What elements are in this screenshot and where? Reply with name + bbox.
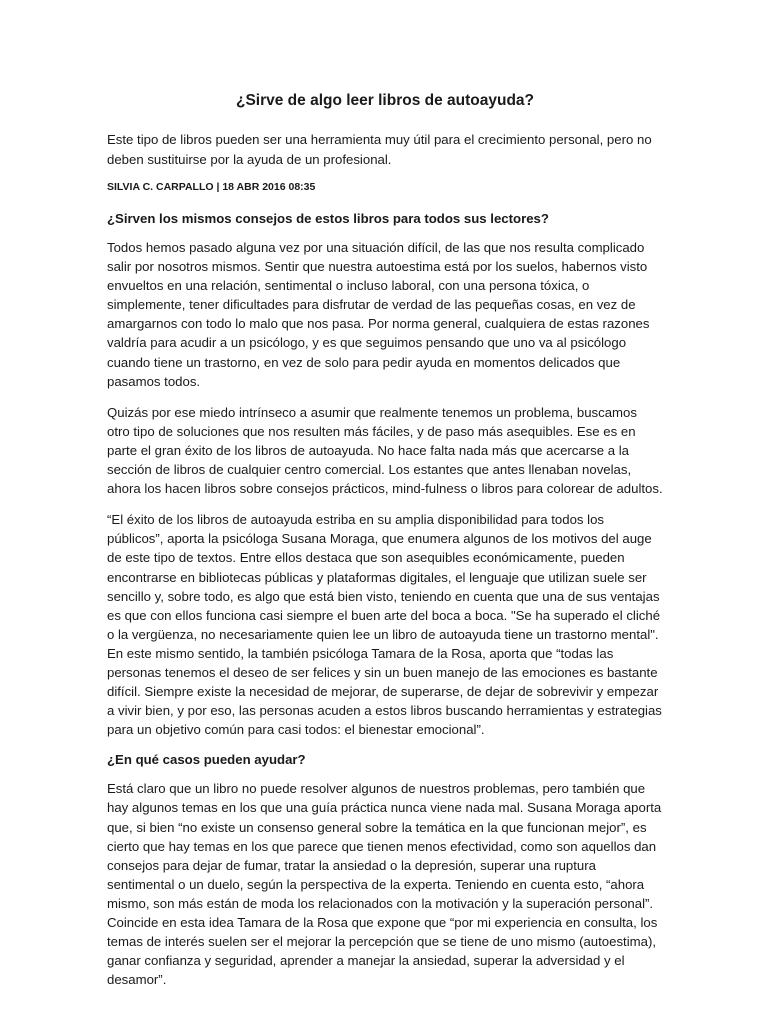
section-heading-2: ¿En qué casos pueden ayudar?: [107, 752, 306, 768]
paragraph: “El éxito de los libros de autoayuda estriba en su amplia disponibilidad para todos los públicos”, aporta la psicóloga Susana Moraga, que enumera algunos de los motivos del auge de este tipo de textos. Entre ellos destaca que son asequibles económicamente, pueden encontrarse en bibliotecas públicas y plataformas digitales, el lenguaje que utilizan suele ser sencillo y, sobre todo, es algo que está bien visto, teniendo en cuenta que una de sus ventajas es que con ellos funciona casi siempre el buen arte del boca a boca. "Se ha superado el cliché o la vergüenza, no necesariamente quien lee un libro de autoayuda tiene un trastorno mental". En este mismo sentido, la también psicóloga Tamara de la Rosa, aporta que “todas las personas tenemos el deseo de ser felices y sin un buen manejo de las emociones es bastante difícil. Siempre existe la necesidad de mejorar, de superarse, de dejar de sobrevivir y empezar a vivir bien, y por eso, las personas acuden a estos libros buscando herramientas y estrategias para un objetivo común para casi todos: el bienestar emocional”.: [107, 512, 662, 738]
paragraph: Está claro que un libro no puede resolver algunos de nuestros problemas, pero también que hay algunos temas en los que una guía práctica nunca viene nada mal. Susana Moraga aporta que, si bien “no existe un consenso general sobre la temática en la que funcionan mejor”, es cierto que hay temas en los que parece que tienen menos efectividad, como son aquellos dan consejos para dejar de fumar, tratar la ansiedad o la depresión, superar una ruptura sentimental o un duelo, según la perspectiva de la experta. Teniendo en cuenta esto, “ahora mismo, son más están de moda los relacionados con la motivación y la superación personal”. Coincide en esta idea Tamara de la Rosa que expone que “por mi experiencia en consulta, los temas de interés suelen ser el mejorar la percepción que se tiene de uno mismo (autoestima), ganar confianza y seguridad, aprender a manejar la ansiedad, superar la adversidad y el desamor”.: [107, 781, 662, 988]
paragraph: Todos hemos pasado alguna vez por una situación difícil, de las que nos resulta complicado salir por nosotros mismos. Sentir que nuestra autoestima está por los suelos, habernos visto envueltos en una relación, sentimental o incluso laboral, con una persona tóxica, o simplemente, tener dificultades para disfrutar de verdad de las pequeñas cosas, en vez de amargarnos con todo lo malo que nos pasa. Por norma general, cualquiera de estas razones valdría para acudir a un psicólogo, y es que seguimos pensando que uno va al psicólogo cuando tiene un trastorno, en vez de solo para pedir ayuda en momentos delicados que pasamos todos.: [107, 240, 650, 389]
article-subtitle: Este tipo de libros pueden ser una herramienta muy útil para el crecimiento personal, pero no deben sustituirse por la ayuda de un profesional.: [107, 132, 652, 167]
paragraph: Quizás por ese miedo intrínseco a asumir que realmente tenemos un problema, buscamos otro tipo de soluciones que nos resulten más fáciles, y de paso más asequibles. Ese es en parte el gran éxito de los libros de autoayuda. No hace falta nada más que acercarse a la sección de libros de cualquier centro comercial. Los estantes que antes llenaban novelas, ahora los hacen libros sobre consejos prácticos, mind-fulness o libros para colorear de adultos.: [107, 404, 663, 497]
article-byline: SILVIA C. CARPALLO | 18 ABR 2016 08:35: [107, 181, 316, 193]
section-heading-1: ¿Sirven los mismos consejos de estos libros para todos sus lectores?: [107, 211, 549, 226]
article-title: ¿Sirve de algo leer libros de autoayuda?: [235, 92, 535, 109]
document-page: [107, 92, 663, 1001]
